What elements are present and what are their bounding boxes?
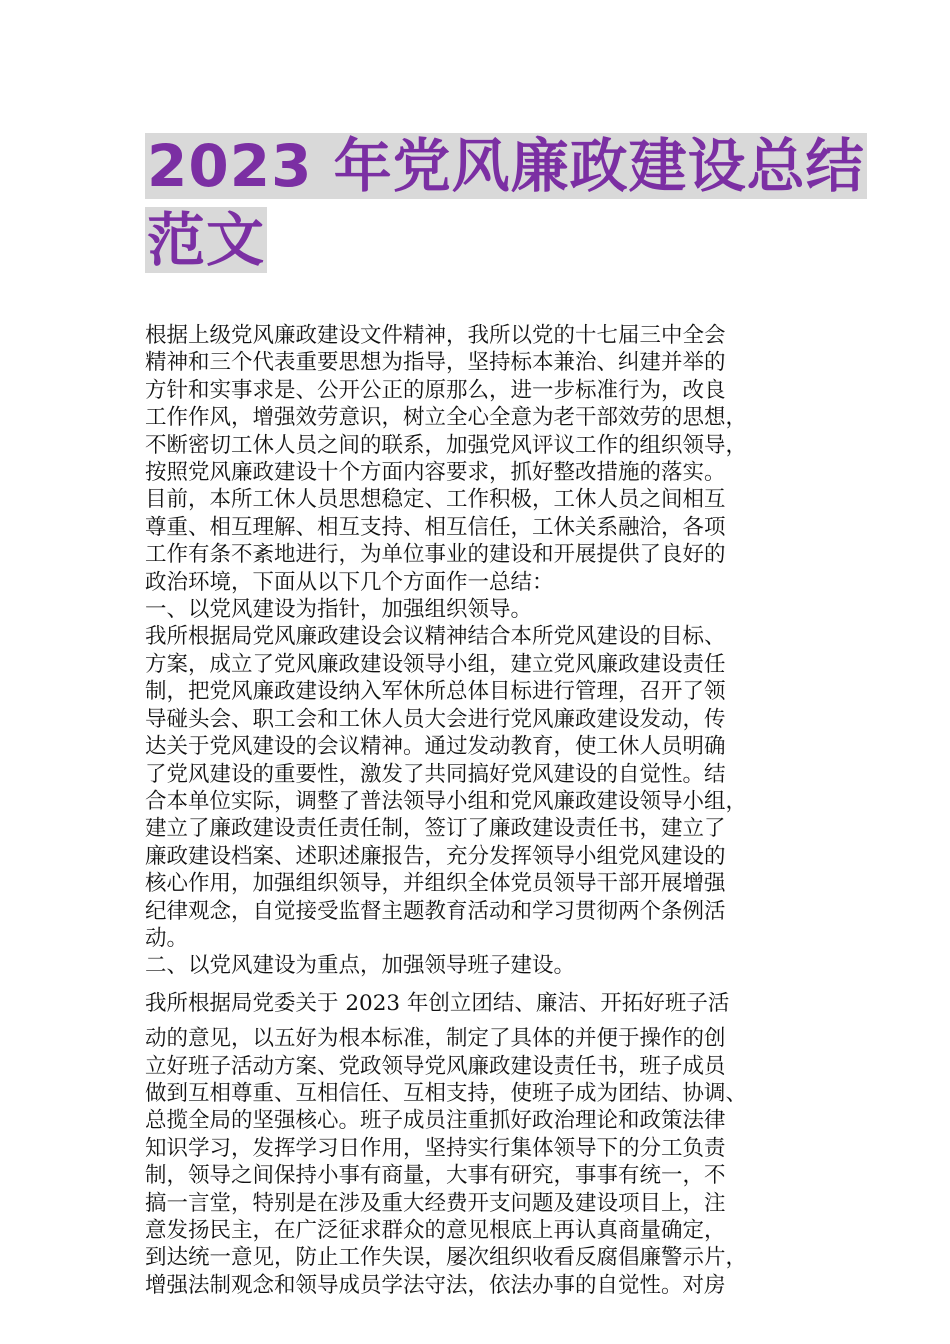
document-title [145, 132, 865, 274]
text-line: 立好班子活动方案、党政领导党风廉政建设责任书，班子成员 [145, 1053, 726, 1079]
text-line: 方针和实事求是、公开公正的原那么，进一步标准行为，改良 [145, 377, 726, 403]
text-line: 达关于党风建设的会议精神。通过发动教育，使工休人员明确 [145, 734, 726, 760]
text-line: 纪律观念，自觉接受监督主题教育活动和学习贯彻两个条例活 [145, 898, 726, 924]
text-line: 到达统一意见，防止工作失误，屡次组织收看反腐倡廉警示片， [145, 1245, 748, 1271]
text-line: 了党风建设的重要性，激发了共同搞好党风建设的自觉性。结 [145, 761, 726, 787]
text-line: 根据上级党风廉政建设文件精神，我所以党的十七届三中全会 [145, 323, 726, 348]
text-line: 知识学习，发挥学习日作用，坚持实行集体领导下的分工负责 [145, 1135, 726, 1161]
text-line: 增强法制观念和领导成员学法守法，依法办事的自觉性。对房 [145, 1272, 726, 1298]
text-line: 搞一言堂，特别是在涉及重大经费开支问题及建设项目上，注 [145, 1190, 726, 1216]
document-body [145, 322, 810, 1299]
text-line: 不断密切工休人员之间的联系，加强党风评议工作的组织领导， [145, 432, 748, 458]
text-line: 动。 [145, 925, 189, 951]
text-line: 制，领导之间保持小事有商量，大事有研究，事事有统一，不 [145, 1163, 726, 1189]
text-line: 建立了廉政建设责任责任制，签订了廉政建设责任书，建立了 [145, 816, 726, 842]
text-line: 我所根据局党委关于 2023 年创立团结、廉洁、开拓好班子活 [145, 990, 730, 1016]
text-line: 尊重、相互理解、相互支持、相互信任，工休关系融洽，各项 [145, 514, 726, 540]
text-line: 总揽全局的坚强核心。班子成员注重抓好政治理论和政策法律 [145, 1108, 726, 1134]
text-line: 核心作用，加强组织领导，并组织全体党员领导干部开展增强 [145, 871, 726, 897]
text-line: 工作有条不紊地进行，为单位事业的建设和开展提供了良好的 [145, 542, 726, 568]
text-line: 工作作风，增强效劳意识，树立全心全意为老干部效劳的思想， [145, 405, 748, 431]
text-line: 我所根据局党风廉政建设会议精神结合本所党风建设的目标、 [145, 624, 726, 650]
text-line: 合本单位实际，调整了普法领导小组和党风廉政建设领导小组， [145, 788, 748, 814]
text-line: 做到互相尊重、互相信任、互相支持，使班子成为团结、协调、 [145, 1080, 748, 1106]
text-line: 精神和三个代表重要思想为指导，坚持标本兼治、纠建并举的 [145, 350, 726, 376]
text-line: 导碰头会、职工会和工休人员大会进行党风廉政建设发动，传 [145, 706, 726, 732]
text-line: 政治环境，下面从以下几个方面作一总结： [145, 569, 554, 595]
text-line: 制，把党风廉政建设纳入军休所总体目标进行管理，召开了领 [145, 679, 726, 705]
title-line-2: 范文 [147, 206, 266, 274]
title-line-1: 2023 年党风廉政建设总结 [147, 132, 865, 200]
text-line: 方案，成立了党风廉政建设领导小组，建立党风廉政建设责任 [145, 651, 726, 677]
paragraph-gap [145, 1017, 810, 1025]
section-heading-2: 二、以党风建设为重点，加强领导班子建设。 [145, 953, 576, 979]
text-line: 意发扬民主，在广泛征求群众的意见根底上再认真商量确定， [145, 1218, 726, 1243]
paragraph-gap [145, 980, 810, 990]
text-line: 按照党风廉政建设十个方面内容要求，抓好整改措施的落实。 [145, 460, 726, 486]
section-heading-1: 一、以党风建设为指针，加强组织领导。 [145, 597, 533, 623]
text-line: 廉政建设档案、述职述廉报告，充分发挥领导小组党风建设的 [145, 843, 726, 869]
text-line: 动的意见，以五好为根本标准，制定了具体的并便于操作的创 [145, 1026, 726, 1052]
text-line: 目前，本所工休人员思想稳定、工作积极，工休人员之间相互 [145, 487, 726, 513]
